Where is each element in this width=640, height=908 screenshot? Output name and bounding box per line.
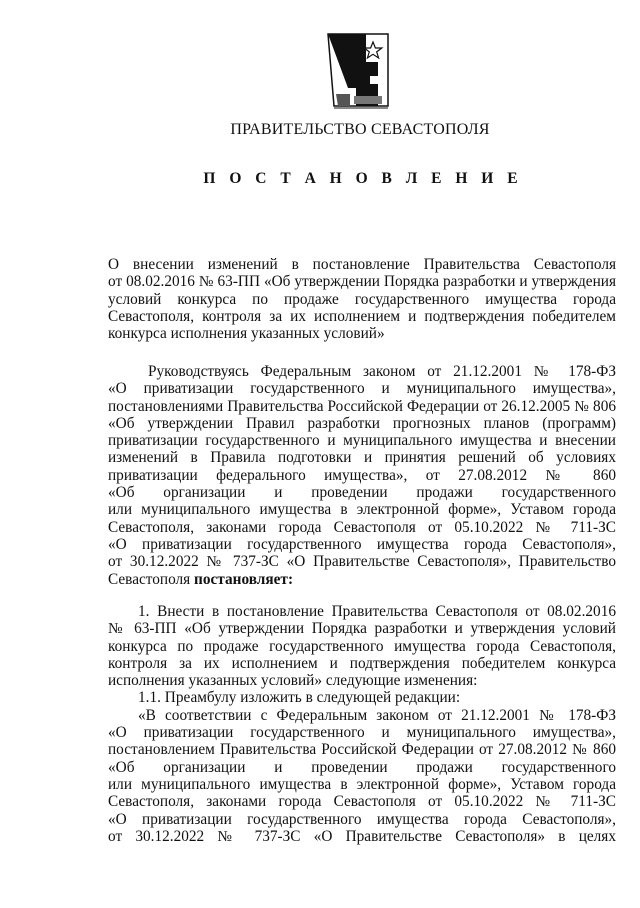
- government-name: ПРАВИТЕЛЬСТВО СЕВАСТОПОЛЯ: [230, 121, 490, 138]
- item-line: контроля за их исполнением и подтверждения победителем конкурса: [108, 654, 616, 672]
- preamble-line: приватизации государственного и муниципального имущества и внесении: [108, 432, 616, 450]
- item-line: конкурса по продаже государственного имущества города Севастополя,: [108, 637, 616, 655]
- item-line: 1. Внести в постановление Правительства Севастополя от 08.02.2016: [138, 603, 616, 620]
- title-line: О внесении изменений в постановление Правительства Севастополя: [108, 256, 616, 273]
- title-line: от 08.02.2016 № 63-ПП «Об утверждении Порядка разработки и утверждения: [108, 273, 616, 291]
- preamble-line: «Об организации и проведении продажи государственного: [108, 484, 616, 502]
- document-type: П О С Т А Н О В Л Е Н И Е: [203, 170, 523, 187]
- preamble-line: «О приватизации государственного и муниципального имущества»,: [108, 380, 616, 398]
- preamble-line: «Об утверждении Правил разработки прогнозных планов (программ): [108, 414, 616, 432]
- decree-title: [108, 256, 616, 342]
- preamble-line: Руководствуясь Федеральным законом от 21.12.2001 № 178-ФЗ: [148, 363, 616, 380]
- quote-line: от 30.12.2022 № 737-ЗС «О Правительстве Севастополя» в целях: [108, 827, 616, 845]
- quote-line: постановлением Правительства Российской Федерации от 27.08.2012 № 860: [108, 741, 616, 759]
- title-line: условий конкурса по продаже государственного имущества города: [108, 290, 616, 308]
- item-line: исполнения указанных условий» следующие изменения:: [108, 672, 478, 690]
- preamble-line: приватизации федерального имущества», от 27.08.2012 № 860: [108, 466, 616, 484]
- title-line: конкурса исполнения указанных условий»: [108, 325, 385, 343]
- item-1-1: 1.1. Преамбулу изложить в следующей редакции:: [138, 689, 461, 707]
- item-line: № 63-ПП «Об утверждении Порядка разработки и утверждения условий: [108, 620, 616, 638]
- preamble-end: Севастополя: [108, 570, 195, 588]
- quote-line: или муниципального имущества в электронной форме», Уставом города: [108, 775, 616, 793]
- quote-line: «В соответствии с Федеральным законом от 21.12.2001 № 178-ФЗ: [138, 706, 616, 724]
- resolves-word: постановляет:: [194, 570, 294, 588]
- sevastopol-emblem: [326, 32, 396, 112]
- preamble-line: Севастополя, законами города Севастополя от 05.10.2022 № 711-ЗС: [108, 518, 616, 536]
- quote-line: «О приватизации государственного имущества города Севастополя»,: [108, 810, 616, 828]
- preamble-last-line: [108, 571, 616, 588]
- preamble-line: изменений в Правила подготовки и принятия решений об условиях: [108, 449, 616, 467]
- preamble-line: или муниципального имущества в электронной форме», Уставом города: [108, 501, 616, 519]
- preamble-line: постановлениями Правительства Российской Федерации от 26.12.2005 № 806: [108, 397, 616, 415]
- quote-line: Севастополя, законами города Севастополя от 05.10.2022 № 711-ЗС: [108, 793, 616, 811]
- preamble-line: «О приватизации государственного имущества города Севастополя»,: [108, 535, 616, 553]
- title-line: Севастополя, контроля за их исполнением и подтверждения победителем: [108, 307, 616, 325]
- quote-line: «Об организации и проведении продажи государственного: [108, 758, 616, 776]
- preamble: [108, 363, 616, 588]
- item-1: [108, 603, 616, 845]
- quote-line: «О приватизации государственного и муниципального имущества»,: [108, 724, 616, 742]
- preamble-line: от 30.12.2022 № 737-ЗС «О Правительстве Севастополя», Правительство: [108, 553, 616, 571]
